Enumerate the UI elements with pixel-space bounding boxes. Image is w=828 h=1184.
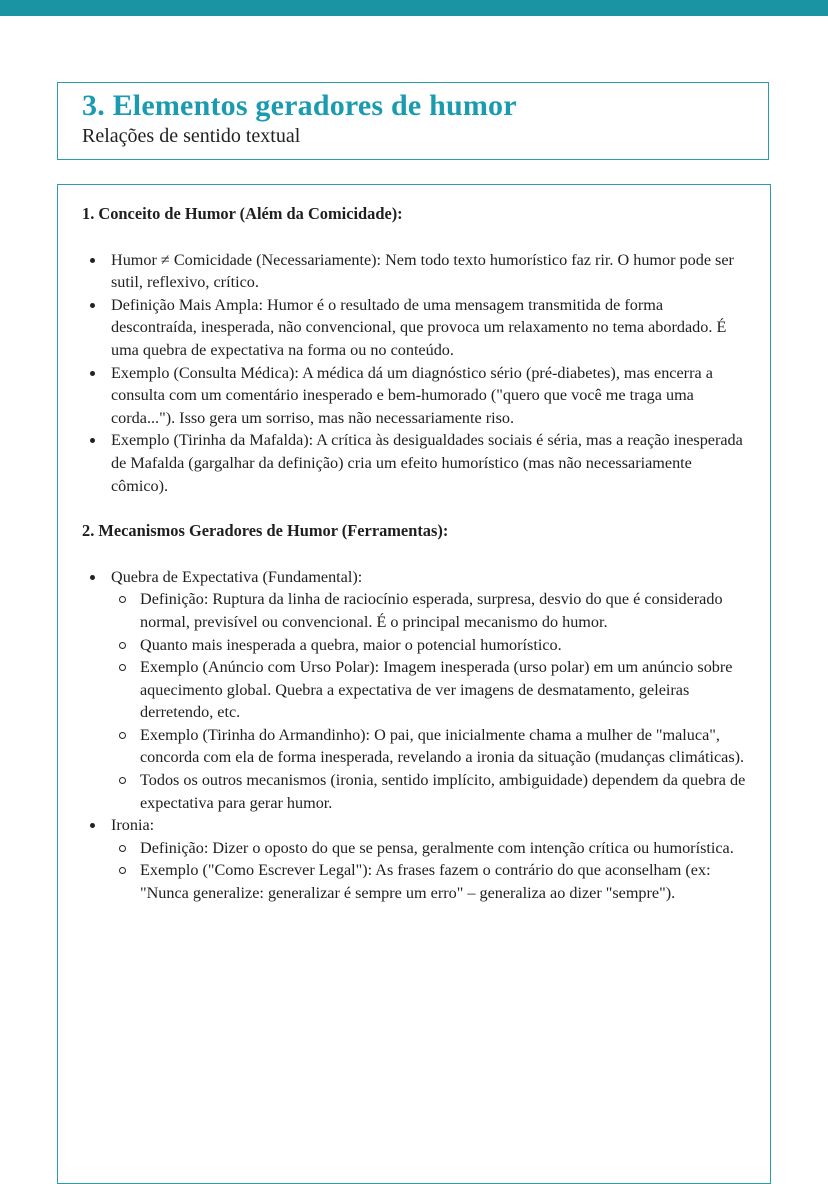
list-item: Exemplo (Tirinha da Mafalda): A crítica às desigualdades sociais é séria, mas a reação inesperada de Mafalda (gargalhar da definição) cria um efeito humorístico (mas não necessariamente cômico).: [82, 429, 747, 497]
title-box: [57, 82, 769, 160]
list-item: Humor ≠ Comicidade (Necessariamente): Nem todo texto humorístico faz rir. O humor pode ser sutil, reflexivo, crítico.: [82, 249, 747, 294]
sublist-item: Exemplo (Tirinha do Armandinho): O pai, que inicialmente chama a mulher de "maluca", concorda com ela de forma inesperada, revelando a ironia da situação (mudanças climáticas).: [111, 724, 747, 769]
sublist-item: Definição: Ruptura da linha de raciocínio esperada, surpresa, desvio do que é considerado normal, previsível ou convencional. É o principal mecanismo do humor.: [111, 588, 747, 633]
circle-bullet-icon: [119, 596, 126, 603]
sublist-ironia: [111, 837, 747, 905]
bullet-icon: [90, 303, 95, 308]
bullet-icon: [90, 371, 95, 376]
top-accent-bar: [0, 0, 828, 16]
circle-bullet-icon: [119, 732, 126, 739]
section2-heading: 2. Mecanismos Geradores de Humor (Ferramentas):: [82, 521, 449, 541]
list-item: Ironia: Definição: Dizer o oposto do que se pensa, geralmente com intenção crítica ou humorística. Exemplo ("Como Escrever Legal"): As frases fazem o contrário do que aconselham (ex: "Nunca generalize: generalizar é sempre um erro" – generaliza ao dizer "sempre").: [82, 814, 747, 904]
sublist-item: Todos os outros mecanismos (ironia, sentido implícito, ambiguidade) dependem da quebra de expectativa para gerar humor.: [111, 769, 747, 814]
circle-bullet-icon: [119, 867, 126, 874]
circle-bullet-icon: [119, 845, 126, 852]
list-item: Quebra de Expectativa (Fundamental): Definição: Ruptura da linha de raciocínio esperada, surpresa, desvio do que é considerado normal, previsível ou convencional. É o principal mecanismo do humor. Quanto mais inesperada a quebra, maior o potencial humorístico. Exemplo (Anúncio com Urso Polar): Imagem inesperada (urso polar) em um anúncio sobre aquecimento global. Quebra a expectativa de ver imagens de desmatamento, geleiras derretendo, etc. Exemplo (Tirinha do Armandinho): O pai, que inicialmente chama a mulher de "maluca", concorda com ela de forma inesperada, revelando a ironia da situação (mudanças climáticas). Todos os outros mecanismos (ironia, sentido implícito, ambiguidade) dependem da quebra de expectativa para gerar humor.: [82, 566, 747, 815]
sublist-item: Quanto mais inesperada a quebra, maior o potencial humorístico.: [111, 634, 747, 657]
sublist-quebra: [111, 588, 747, 814]
list-item: Definição Mais Ampla: Humor é o resultado de uma mensagem transmitida de forma descontraída, inesperada, não convencional, que provoca um relaxamento no tema abordado. É uma quebra de expectativa na forma ou no conteúdo.: [82, 294, 747, 362]
circle-bullet-icon: [119, 664, 126, 671]
sublist-item: Definição: Dizer o oposto do que se pensa, geralmente com intenção crítica ou humorística.: [111, 837, 747, 860]
section1-heading: 1. Conceito de Humor (Além da Comicidade):: [82, 204, 403, 223]
section1-list: [82, 249, 747, 498]
bullet-icon: [90, 258, 95, 263]
bullet-icon: [90, 575, 95, 580]
circle-bullet-icon: [119, 642, 126, 649]
sublist-item: Exemplo ("Como Escrever Legal"): As frases fazem o contrário do que aconselham (ex: "Nunca generalize: generalizar é sempre um erro" – generaliza ao dizer "sempre").: [111, 859, 747, 904]
page-title: 3. Elementos geradores de humor: [82, 89, 517, 122]
list-item: Exemplo (Consulta Médica): A médica dá um diagnóstico sério (pré-diabetes), mas encerra a consulta com um comentário inesperado e bem-humorado ("quero que você me traga uma corda..."). Isso gera um sorriso, mas não necessariamente riso.: [82, 362, 747, 430]
section2-list: [82, 566, 747, 905]
bullet-icon: [90, 438, 95, 443]
content-box: [57, 184, 771, 1184]
page-subtitle: Relações de sentido textual: [82, 125, 301, 147]
sublist-item: Exemplo (Anúncio com Urso Polar): Imagem inesperada (urso polar) em um anúncio sobre aquecimento global. Quebra a expectativa de ver imagens de desmatamento, geleiras derretendo, etc.: [111, 656, 747, 724]
bullet-icon: [90, 823, 95, 828]
circle-bullet-icon: [119, 777, 126, 784]
content-body: [82, 203, 747, 905]
